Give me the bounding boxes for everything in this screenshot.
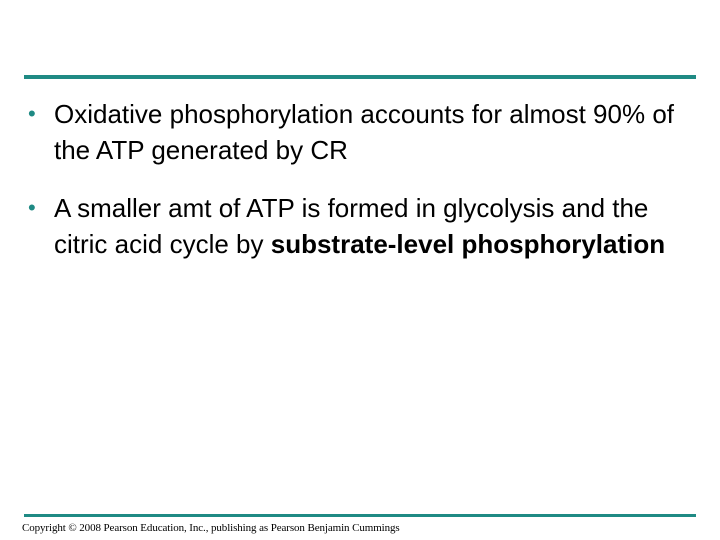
copyright-footer: Copyright © 2008 Pearson Education, Inc., publishing as Pearson Benjamin Cummings (22, 522, 400, 534)
bullet-icon: • (28, 195, 36, 220)
bullet-item-2 (28, 190, 688, 262)
top-divider (24, 75, 696, 79)
bullet-text-2-plain: A smaller amt of ATP is formed in glycolysis and the citric acid cycle by (54, 193, 649, 259)
bullet-text-2 (54, 193, 665, 259)
bottom-divider (24, 514, 696, 517)
bullet-list (28, 96, 688, 284)
bullet-text-2-bold: substrate-level phosphorylation (270, 229, 666, 259)
bullet-icon: • (28, 101, 36, 126)
bullet-text-1: Oxidative phosphorylation accounts for almost 90% of the ATP generated by CR (54, 99, 675, 165)
bullet-item-1 (28, 96, 688, 168)
